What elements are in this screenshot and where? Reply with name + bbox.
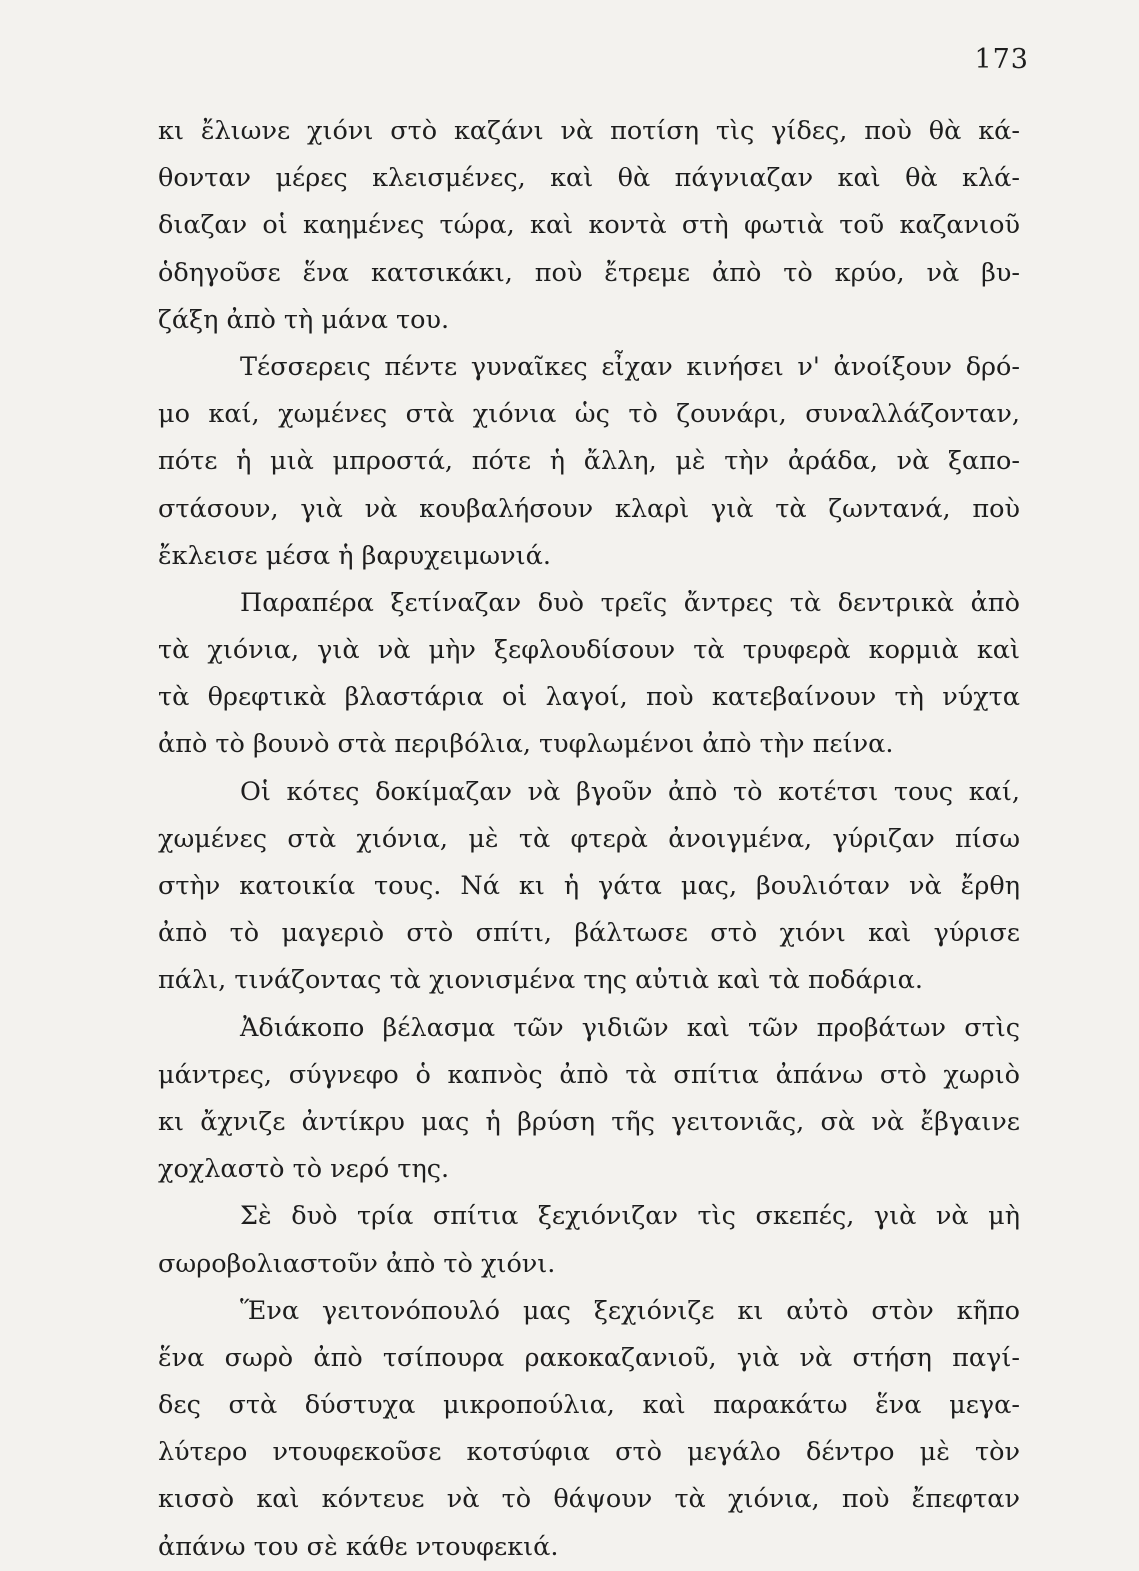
- text-line: ζάξη ἀπὸ τὴ μάνα του.: [158, 304, 450, 335]
- text-line: στὴν κατοικία τους. Νά κι ἡ γάτα μας, βουλιόταν νὰ ἔρθη: [158, 871, 1020, 901]
- text-line: λύτερο ντουφεκοῦσε κοτσύφια στὸ μεγάλο δέντρο μὲ τὸν: [158, 1437, 1020, 1468]
- text-line: κι ἔλιωνε χιόνι στὸ καζάνι νὰ ποτίση τὶς γίδες, ποὺ θὰ κά-: [158, 116, 1020, 146]
- text-line: Σὲ δυὸ τρία σπίτια ξεχιόνιζαν τὶς σκεπές, γιὰ νὰ μὴ: [240, 1201, 1020, 1232]
- paragraph: [158, 580, 1020, 769]
- paragraph: [158, 1005, 1020, 1194]
- text-line: Τέσσερεις πέντε γυναῖκες εἶχαν κινήσει ν' ἀνοίξουν δρό-: [240, 351, 1020, 382]
- paragraph: [158, 769, 1020, 1005]
- text-line: χωμένες στὰ χιόνια, μὲ τὰ φτερὰ ἀνοιγμένα, γύριζαν πίσω: [158, 823, 1020, 854]
- text-line: κι ἄχνιζε ἀντίκρυ μας ἡ βρύση τῆς γειτονιᾶς, σὰ νὰ ἔβγαινε: [158, 1106, 1020, 1137]
- text-line: πάλι, τινάζοντας τὰ χιονισμένα της αὐτιὰ καὶ τὰ ποδάρια.: [158, 965, 923, 996]
- text-line: στάσουν, γιὰ νὰ κουβαλήσουν κλαρὶ γιὰ τὰ ζωντανά, ποὺ: [158, 493, 1020, 524]
- text-line: ἀπὸ τὸ βουνὸ στὰ περιβόλια, τυφλωμένοι ἀπὸ τὴν πείνα.: [158, 729, 894, 760]
- text-line: Παραπέρα ξετίναζαν δυὸ τρεῖς ἄντρες τὰ δεντρικὰ ἀπὸ: [240, 587, 1020, 618]
- text-line: τὰ χιόνια, γιὰ νὰ μὴν ξεφλουδίσουν τὰ τρυφερὰ κορμιὰ καὶ: [158, 635, 1020, 666]
- text-line: διαζαν οἱ καημένες τώρα, καὶ κοντὰ στὴ φωτιὰ τοῦ καζανιοῦ: [158, 210, 1020, 241]
- paragraph: [158, 344, 1020, 580]
- text-line: ἀπάνω του σὲ κάθε ντουφεκιά.: [158, 1531, 559, 1562]
- text-line: σωροβολιαστοῦν ἀπὸ τὸ χιόνι.: [158, 1248, 556, 1279]
- text-line: Ἕνα γειτονόπουλό μας ξεχιόνιζε κι αὐτὸ στὸν κῆπο: [240, 1295, 1020, 1326]
- text-line: μο καί, χωμένες στὰ χιόνια ὡς τὸ ζουνάρι, συναλλάζονταν,: [158, 399, 1020, 430]
- body-text: [158, 108, 1020, 1571]
- text-line: ὁδηγοῦσε ἕνα κατσικάκι, ποὺ ἔτρεμε ἀπὸ τὸ κρύο, νὰ βυ-: [158, 257, 1020, 288]
- paragraph: [158, 1288, 1020, 1571]
- text-line: κισσὸ καὶ κόντευε νὰ τὸ θάψουν τὰ χιόνια, ποὺ ἔπεφταν: [158, 1484, 1020, 1515]
- text-line: Ἀδιάκοπο βέλασμα τῶν γιδιῶν καὶ τῶν προβάτων στὶς: [240, 1012, 1020, 1043]
- text-line: πότε ἡ μιὰ μπροστά, πότε ἡ ἄλλη, μὲ τὴν ἀράδα, νὰ ξαπο-: [158, 446, 1020, 477]
- text-line: Οἱ κότες δοκίμαζαν νὰ βγοῦν ἀπὸ τὸ κοτέτσι τους καί,: [240, 776, 1020, 807]
- text-line: ἔκλεισε μέσα ἡ βαρυχειμωνιά.: [158, 540, 551, 571]
- text-line: θονταν μέρες κλεισμένες, καὶ θὰ πάγνιαζαν καὶ θὰ κλά-: [158, 163, 1020, 194]
- paragraph: [158, 108, 1020, 344]
- text-line: δες στὰ δύστυχα μικροπούλια, καὶ παρακάτω ἕνα μεγα-: [158, 1390, 1020, 1421]
- text-line: μάντρες, σύγνεφο ὁ καπνὸς ἀπὸ τὰ σπίτια ἀπάνω στὸ χωριὸ: [158, 1059, 1020, 1090]
- text-line: ἀπὸ τὸ μαγεριὸ στὸ σπίτι, βάλτωσε στὸ χιόνι καὶ γύρισε: [158, 918, 1020, 949]
- text-line: χοχλαστὸ τὸ νερό της.: [158, 1154, 450, 1185]
- text-line: ἕνα σωρὸ ἀπὸ τσίπουρα ρακοκαζανιοῦ, γιὰ νὰ στήση παγί-: [158, 1342, 1020, 1373]
- page-number: 173: [974, 44, 1029, 75]
- paragraph: [158, 1193, 1020, 1287]
- text-line: τὰ θρεφτικὰ βλαστάρια οἱ λαγοί, ποὺ κατεβαίνουν τὴ νύχτα: [158, 682, 1020, 713]
